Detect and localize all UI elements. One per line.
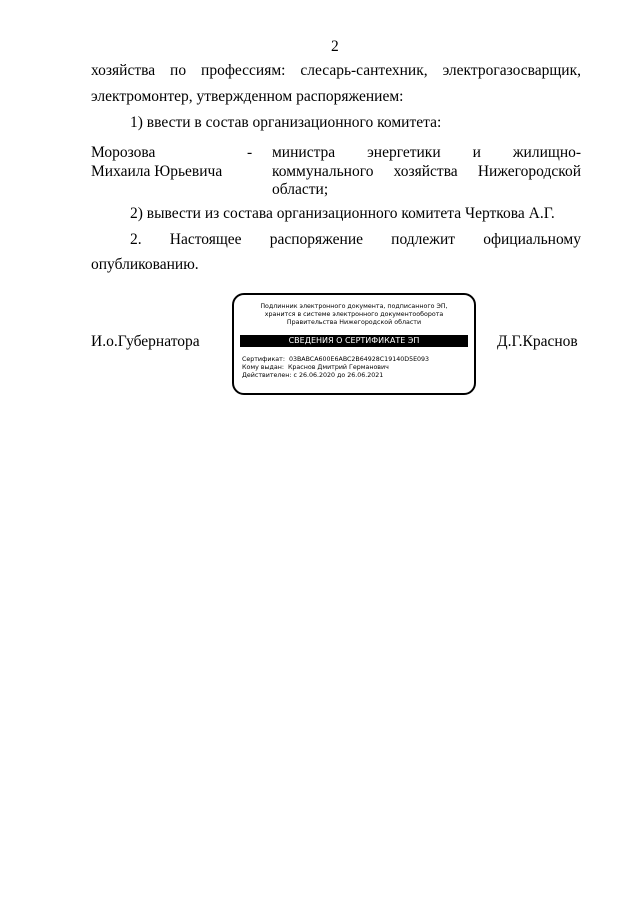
paragraph-line: 2) вывести из состава организационного комитета Черткова А.Г. xyxy=(130,205,555,222)
certificate-validity: Действителен: с 26.06.2020 до 26.06.2021 xyxy=(242,372,384,379)
electronic-signature-stamp xyxy=(232,293,476,395)
role-line: министра энергетики и жилищно- xyxy=(272,144,582,161)
stamp-header: Правительства Нижегородской области xyxy=(286,319,422,326)
role-line: области; xyxy=(272,181,329,198)
signer-name: Д.Г.Краснов xyxy=(497,333,578,350)
paragraph-line: 1) ввести в состав организационного комитета: xyxy=(130,114,442,131)
person-surname: Морозова xyxy=(91,144,156,161)
stamp-header: Подлинник электронного документа, подписанного ЭП, xyxy=(260,303,448,310)
certificate-number: Сертификат: 03BABCA600E6ABC2B64928C19140D5E093 xyxy=(242,356,430,363)
paragraph-line: хозяйства по профессиям: слесарь-сантехник, электрогазосварщик, xyxy=(91,62,582,79)
certificate-owner: Кому выдан: Краснов Дмитрий Германович xyxy=(242,364,389,371)
person-given-name: Михаила Юрьевича xyxy=(91,163,223,180)
paragraph-line: электромонтер, утвержденном распоряжением: xyxy=(91,88,404,105)
dash: - xyxy=(247,144,253,161)
paragraph-line: 2. Настоящее распоряжение подлежит официальному xyxy=(130,231,581,248)
page-number: 2 xyxy=(331,38,339,55)
role-line: коммунального хозяйства Нижегородской xyxy=(272,163,582,180)
paragraph-line: опубликованию. xyxy=(91,256,199,273)
signer-position: И.о.Губернатора xyxy=(91,333,200,350)
stamp-header: хранится в системе электронного документооборота xyxy=(264,311,444,318)
stamp-title: СВЕДЕНИЯ О СЕРТИФИКАТЕ ЭП xyxy=(240,335,468,347)
